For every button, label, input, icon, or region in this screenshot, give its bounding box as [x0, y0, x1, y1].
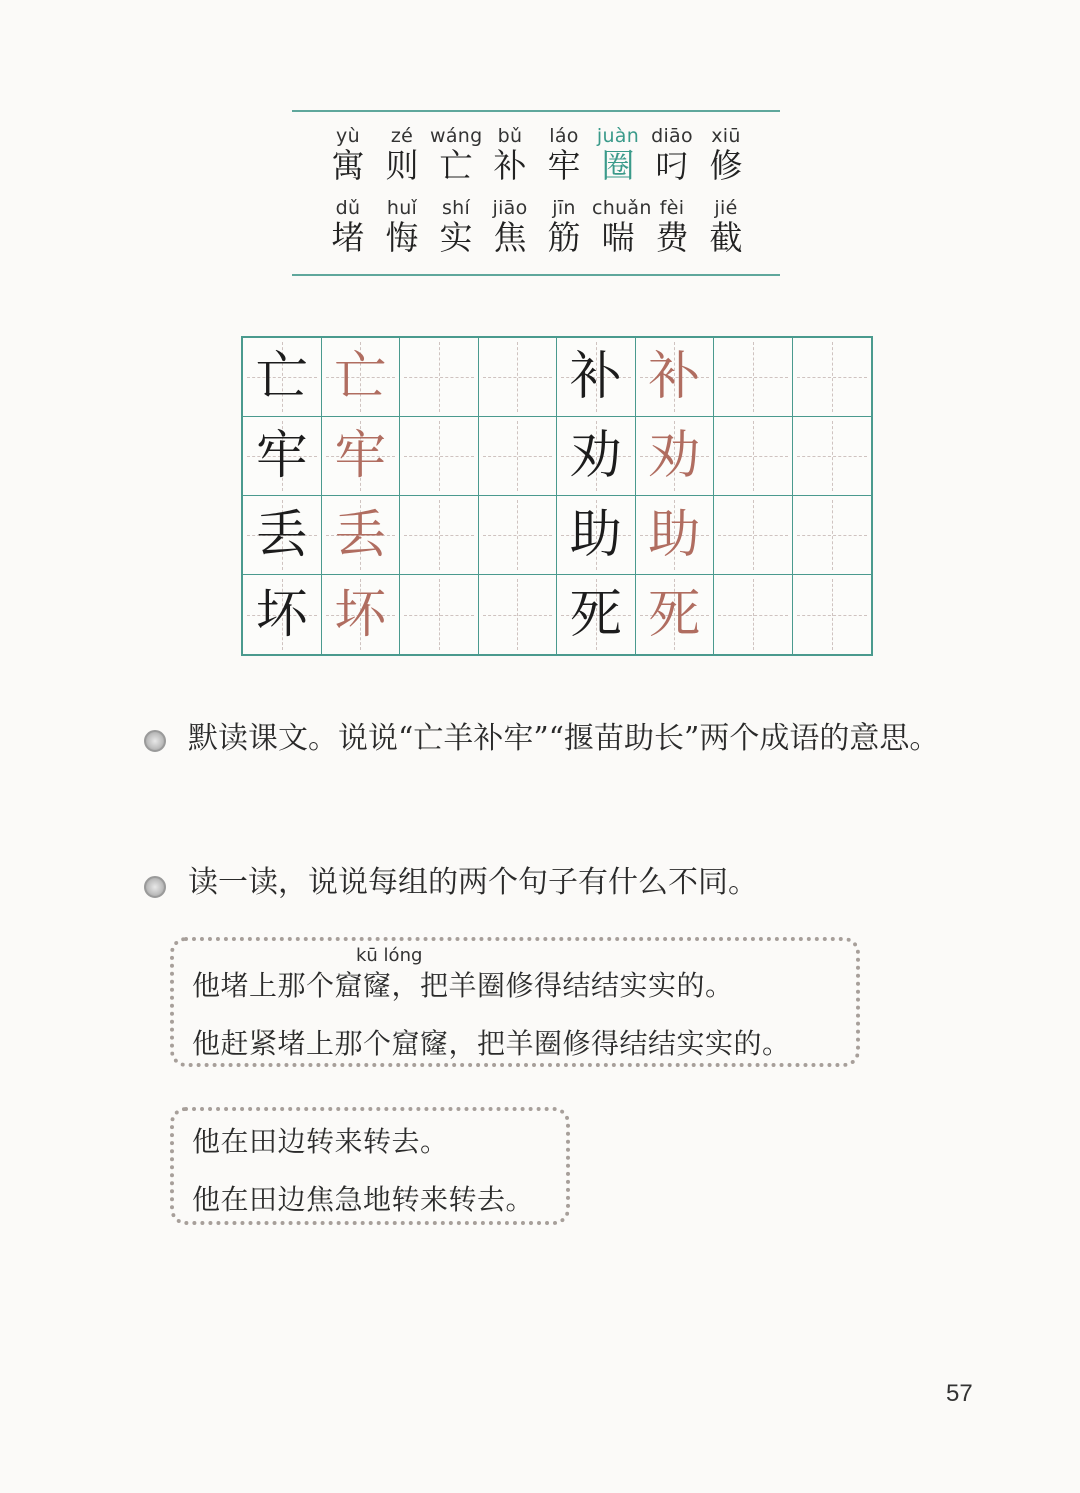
- vocab-item: [322, 126, 374, 186]
- grid-cell-empty: [714, 496, 793, 575]
- model-character: 补: [569, 347, 622, 407]
- trace-character: 死: [648, 584, 701, 645]
- grid-cell-empty: [714, 575, 793, 654]
- pinyin: chuǎn: [592, 197, 652, 219]
- grid-cell-model: [243, 496, 322, 575]
- pinyin: juàn: [596, 125, 640, 147]
- vocab-item: [700, 126, 752, 186]
- vocab-item: [376, 198, 428, 258]
- character: 悔: [385, 218, 419, 257]
- pinyin-annotation: kū lóng: [356, 945, 423, 966]
- character: 牢: [547, 146, 581, 185]
- grid-cell-trace: [636, 417, 715, 496]
- model-character: 亡: [255, 347, 308, 407]
- model-character: 牢: [255, 426, 308, 486]
- page-number: 57: [946, 1380, 973, 1407]
- model-character: 死: [569, 584, 622, 645]
- grid-cell-empty: [793, 575, 872, 654]
- character: 费: [655, 218, 689, 257]
- character: 叼: [655, 146, 689, 185]
- pinyin: xiū: [711, 125, 741, 147]
- character: 堵: [331, 218, 365, 257]
- grid-cell-trace: [322, 575, 401, 654]
- vocabulary-row-2: [322, 198, 752, 258]
- grid-cell-model: [557, 575, 636, 654]
- sentence: 他堵上那个窟窿，把羊圈修得结结实实的。: [192, 969, 734, 1002]
- trace-character: 助: [648, 505, 701, 565]
- grid-cell-model: [243, 575, 322, 654]
- pinyin: jiāo: [492, 197, 528, 219]
- grid-cell-empty: [400, 338, 479, 417]
- sentence-group-2: [170, 1107, 570, 1225]
- grid-cell-empty: [479, 496, 558, 575]
- trace-character: 牢: [334, 426, 387, 486]
- exercise-2-text: 读一读，说说每组的两个句子有什么不同。: [188, 865, 758, 900]
- grid-cell-model: [557, 338, 636, 417]
- character: 喘: [601, 218, 635, 257]
- grid-cell-model: [243, 338, 322, 417]
- vocabulary-row-1: [322, 126, 752, 186]
- vocabulary-box: [292, 110, 780, 276]
- vocab-item: [700, 198, 752, 258]
- character: 亡: [439, 146, 473, 185]
- grid-cell-empty: [400, 496, 479, 575]
- vocab-item: [484, 126, 536, 186]
- pinyin: huǐ: [386, 197, 418, 219]
- pinyin: fèi: [659, 197, 685, 219]
- vocab-item: [430, 126, 482, 186]
- vocab-item: [538, 198, 590, 258]
- character: 截: [709, 218, 743, 257]
- pinyin: láo: [549, 125, 579, 147]
- grid-cell-trace: [636, 338, 715, 417]
- model-character: 坏: [255, 584, 308, 645]
- trace-character: 劝: [648, 426, 701, 486]
- character: 寓: [331, 146, 365, 185]
- exercise-bullet-icon: [144, 876, 166, 898]
- sentence: 他在田边焦急地转来转去。: [192, 1183, 535, 1216]
- writing-grid: [241, 336, 873, 656]
- character: 焦: [493, 218, 527, 257]
- model-character: 助: [569, 505, 622, 565]
- vocab-item: [484, 198, 536, 258]
- grid-cell-empty: [479, 417, 558, 496]
- grid-cell-trace: [636, 496, 715, 575]
- pinyin: diāo: [651, 125, 693, 147]
- vocab-item: [538, 126, 590, 186]
- trace-character: 补: [648, 347, 701, 407]
- grid-cell-empty: [714, 338, 793, 417]
- sentence: 他赶紧堵上那个窟窿，把羊圈修得结结实实的。: [192, 1027, 791, 1060]
- character: 则: [385, 146, 419, 185]
- pinyin: jié: [714, 197, 738, 219]
- vocab-item: [322, 198, 374, 258]
- grid-cell-model: [557, 496, 636, 575]
- model-character: 劝: [569, 426, 622, 486]
- pinyin: wáng: [430, 125, 483, 147]
- character: 筋: [547, 218, 581, 257]
- trace-character: 亡: [334, 347, 387, 407]
- character: 修: [709, 146, 743, 185]
- grid-cell-empty: [793, 417, 872, 496]
- pinyin: jīn: [552, 197, 576, 219]
- grid-cell-empty: [400, 417, 479, 496]
- grid-cell-trace: [322, 417, 401, 496]
- exercise-1-text: 默读课文。说说“亡羊补牢”“揠苗助长”两个成语的意思。: [188, 721, 940, 756]
- grid-cell-trace: [322, 338, 401, 417]
- grid-cell-empty: [400, 575, 479, 654]
- exercise-bullet-icon: [144, 730, 166, 752]
- vocab-item-highlighted: [592, 126, 644, 186]
- grid-cell-trace: [322, 496, 401, 575]
- pinyin: shí: [441, 197, 471, 219]
- sentence-group-1: [170, 937, 860, 1067]
- grid-cell-model: [557, 417, 636, 496]
- vocab-item: [646, 198, 698, 258]
- grid-cell-model: [243, 417, 322, 496]
- model-character: 丢: [255, 505, 308, 565]
- character: 补: [493, 146, 527, 185]
- pinyin: yù: [336, 125, 360, 147]
- character: 实: [439, 218, 473, 257]
- grid-cell-empty: [479, 575, 558, 654]
- grid-cell-empty: [714, 417, 793, 496]
- vocab-item: [430, 198, 482, 258]
- grid-cell-trace: [636, 575, 715, 654]
- character: 圈: [601, 146, 635, 185]
- grid-cell-empty: [479, 338, 558, 417]
- pinyin: zé: [390, 125, 414, 147]
- vocab-item: [646, 126, 698, 186]
- vocab-item: [376, 126, 428, 186]
- trace-character: 坏: [334, 584, 387, 645]
- pinyin: bǔ: [497, 125, 523, 147]
- vocab-item: [592, 197, 652, 258]
- grid-cell-empty: [793, 496, 872, 575]
- sentence: 他在田边转来转去。: [192, 1125, 449, 1158]
- pinyin: dǔ: [335, 197, 361, 219]
- grid-cell-empty: [793, 338, 872, 417]
- trace-character: 丢: [334, 505, 387, 565]
